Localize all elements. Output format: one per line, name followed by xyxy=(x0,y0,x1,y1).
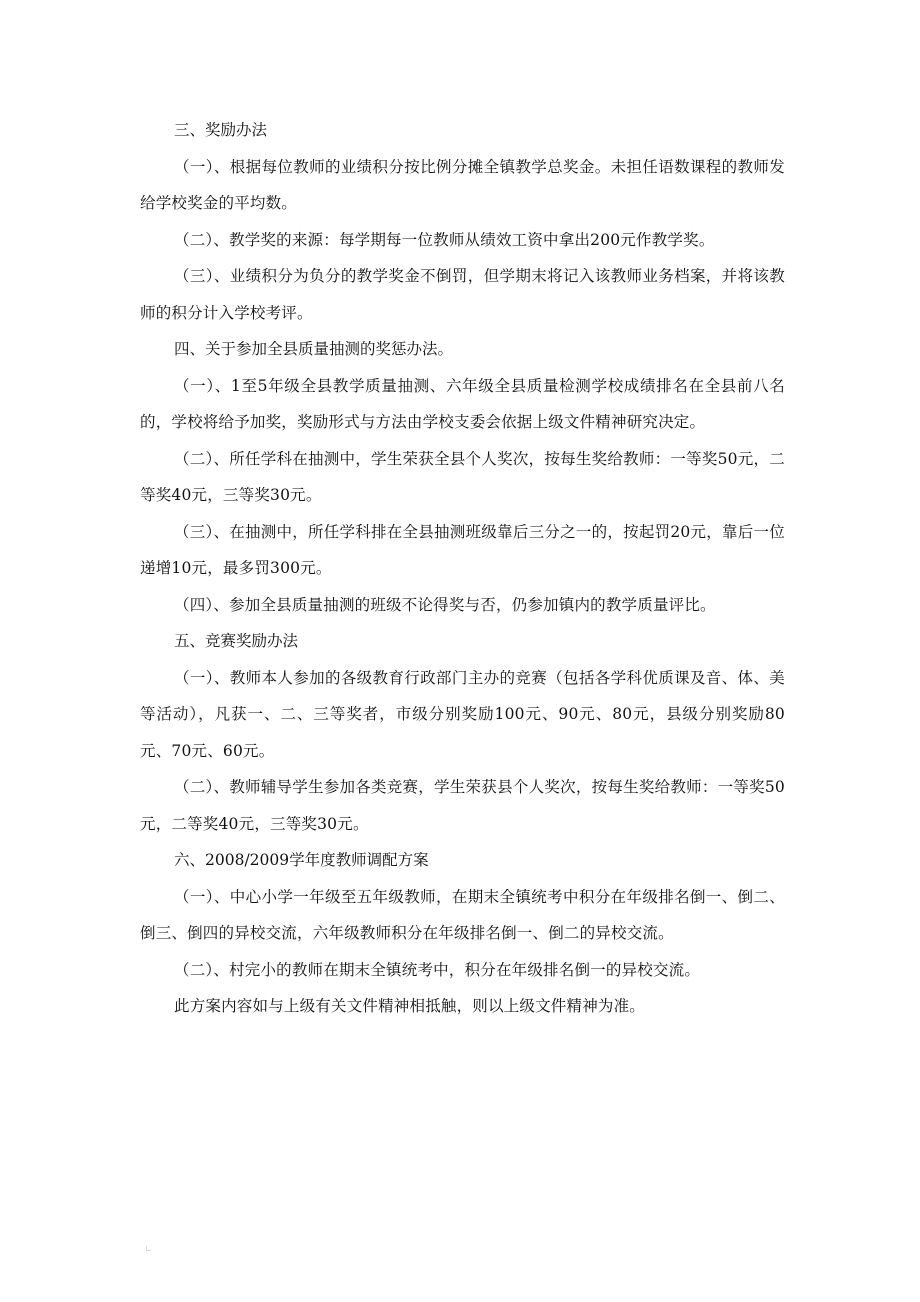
section-heading-rewards: 三、奖励办法 xyxy=(174,121,268,139)
document-body xyxy=(140,112,785,1025)
paragraph: （二）、村完小的教师在期末全镇统考中，积分在年级排名倒一的异校交流。 xyxy=(174,960,701,979)
section-heading-competition: 五、竞赛奖励办法 xyxy=(174,632,299,650)
paragraph: （三）、业绩积分为负分的教学奖金不倒罚，但学期末将记入该教师业务档案，并将该教师的积分计入学校考评。 xyxy=(140,267,785,322)
closing-note: 此方案内容如与上级有关文件精神相抵触，则以上级文件精神为准。 xyxy=(174,997,646,1015)
paragraph: （二）、所任学科在抽测中，学生荣获全县个人奖次，按每生奖给教师：一等奖50元，二等奖40元，三等奖30元。 xyxy=(140,449,785,504)
paragraph: （一）、教师本人参加的各级教育行政部门主办的竞赛（包括各学科优质课及音、体、美等活动），凡获一、二、三等奖者，市级分别奖励100元、90元、80元，县级分别奖励80元、70元、60元。 xyxy=(140,668,785,760)
paragraph: （二）、教学奖的来源：每学期每一位教师从绩效工资中拿出200元作教学奖。 xyxy=(174,230,715,249)
paragraph: （一）、1至5年级全县教学质量抽测、六年级全县质量检测学校成绩排名在全县前八名的，学校将给予加奖，奖励形式与方法由学校支委会依据上级文件精神研究决定。 xyxy=(140,376,785,431)
page-corner-mark xyxy=(146,1246,151,1251)
section-heading-teacher-allocation: 六、2008/2009学年度教师调配方案 xyxy=(174,851,429,869)
paragraph: （一）、中心小学一年级至五年级教师，在期末全镇统考中积分在年级排名倒一、倒二、倒三、倒四的异校交流，六年级教师积分在年级排名倒一、倒二的异校交流。 xyxy=(140,887,785,942)
paragraph: （二）、教师辅导学生参加各类竞赛，学生荣获县个人奖次，按每生奖给教师：一等奖50元，二等奖40元，三等奖30元。 xyxy=(140,778,785,833)
paragraph: （一）、根据每位教师的业绩积分按比例分摊全镇教学总奖金。未担任语数课程的教师发给学校奖金的平均数。 xyxy=(140,157,785,212)
section-heading-county-test: 四、关于参加全县质量抽测的奖惩办法。 xyxy=(174,340,454,358)
paragraph: （三）、在抽测中，所任学科排在全县抽测班级靠后三分之一的，按起罚20元，靠后一位递增10元，最多罚300元。 xyxy=(140,522,785,577)
paragraph: （四）、参加全县质量抽测的班级不论得奖与否，仍参加镇内的教学质量评比。 xyxy=(174,595,716,614)
